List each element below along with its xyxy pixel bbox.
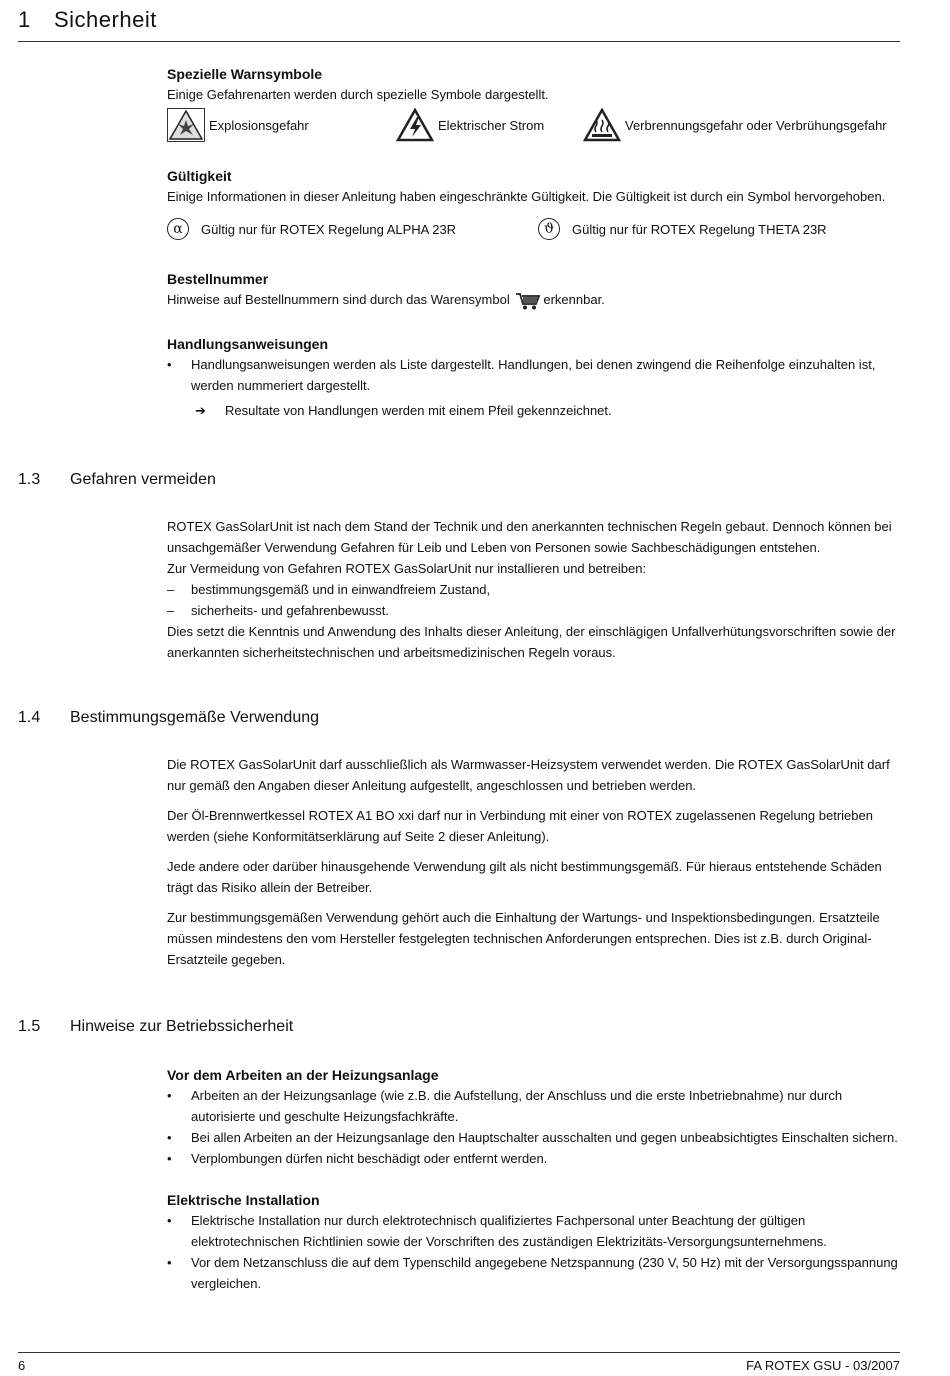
order-number-heading: Bestellnummer <box>167 271 269 287</box>
chapter-number: 1 <box>18 7 31 32</box>
list-item-text: Vor dem Netzanschluss die auf dem Typenschild angegebene Netzspannung (230 V, 50 Hz) mit der Versorgungsspannung vergleichen. <box>191 1255 898 1291</box>
arrow-right-icon: ➔ <box>195 403 206 418</box>
paragraph: Dies setzt die Kenntnis und Anwendung des Inhalts dieser Anleitung, der einschlägigen Unfallverhütungsvorschriften sowie der anerkannten sicherheitstechnischen und arbeitsmedizinischen Regeln voraus. <box>167 624 896 660</box>
warning-label-hot: Verbrennungsgefahr oder Verbrühungsgefahr <box>625 117 887 133</box>
chapter-title-text: Sicherheit <box>54 7 157 32</box>
bullet-marker: • <box>167 357 172 372</box>
result-text: Resultate von Handlungen werden mit einem Pfeil gekennzeichnet. <box>225 403 612 418</box>
result-line <box>167 400 902 421</box>
section-body-1-4 <box>167 754 902 970</box>
special-symbols-intro: Einige Gefahrenarten werden durch spezielle Symbole dargestellt. <box>167 87 549 102</box>
instructions-bullet-text: Handlungsanweisungen werden als Liste dargestellt. Handlungen, bei denen zwingend die Reihenfolge einzuhalten ist, werden nummeriert dargestellt. <box>191 357 876 393</box>
section-title: Hinweise zur Betriebssicherheit <box>70 1018 294 1035</box>
list-item <box>167 1148 902 1169</box>
paragraph: Jede andere oder darüber hinausgehende Verwendung gilt als nicht bestimmungsgemäß. Für hieraus entstehende Schäden trägt das Risiko allein der Betreiber. <box>167 859 882 895</box>
bullet-marker: • <box>167 1213 172 1228</box>
electric-warning-icon <box>396 108 434 142</box>
page-number: 6 <box>18 1358 26 1373</box>
footer-rule <box>18 1352 900 1353</box>
section-title: Bestimmungsgemäße Verwendung <box>70 709 320 726</box>
list-item <box>167 1252 902 1294</box>
instructions-list <box>167 354 902 396</box>
warning-icons-row <box>167 108 902 144</box>
order-number-text-after: erkennbar. <box>543 292 605 307</box>
dash-marker: – <box>167 603 175 618</box>
list-item <box>167 600 902 621</box>
electrical-list <box>167 1210 902 1294</box>
instructions-block <box>167 334 902 421</box>
list-item-text: sicherheits- und gefahrenbewusst. <box>191 603 390 618</box>
order-number-block <box>167 269 902 311</box>
paragraph: Der Öl-Brennwertkessel ROTEX A1 BO xxi darf nur in Verbindung mit einer von ROTEX zugelassenen Regelung betrieben werden (siehe Konformitätserklärung auf Seite 2 dieser Anleitung). <box>167 808 873 844</box>
list-item <box>167 1210 902 1252</box>
list-item <box>167 354 902 396</box>
section-number: 1.3 <box>18 471 41 488</box>
list-item-text: Elektrische Installation nur durch elektrotechnisch qualifiziertes Fachpersonal unter Beachtung der gültigen elektrotechnischen Richtlinien sowie der Vorschriften des zuständigen Elektrizitäts-Versorgungsunternehmens. <box>191 1213 827 1249</box>
explosion-warning-icon <box>167 108 205 142</box>
list-item-text: Arbeiten an der Heizungsanlage (wie z.B. die Aufstellung, der Anschluss und die erste Inbetriebnahme) nur durch autorisierte und geschulte Heizungsfachkräfte. <box>191 1088 843 1124</box>
validity-item-alpha <box>167 217 456 241</box>
warning-item-explosion <box>167 108 309 142</box>
section-heading-1-5 <box>18 1016 293 1038</box>
electrical-heading: Elektrische Installation <box>167 1192 320 1208</box>
bullet-marker: • <box>167 1151 172 1166</box>
validity-label-theta: Gültig nur für ROTEX Regelung THETA 23R <box>572 221 827 237</box>
dash-marker: – <box>167 582 175 597</box>
before-work-block <box>167 1065 902 1169</box>
before-work-heading: Vor dem Arbeiten an der Heizungsanlage <box>167 1067 439 1083</box>
before-work-list <box>167 1085 902 1169</box>
alpha-symbol-icon: α <box>167 218 189 240</box>
section-body-1-3 <box>167 516 902 663</box>
bullet-marker: • <box>167 1255 172 1270</box>
list-item <box>167 1085 902 1127</box>
list-item-text: Bei allen Arbeiten an der Heizungsanlage den Hauptschalter ausschalten und gegen unbeabsichtigtes Einschalten sichern. <box>191 1130 898 1145</box>
section-title: Gefahren vermeiden <box>70 471 216 488</box>
header-rule <box>18 41 900 42</box>
validity-item-theta <box>538 217 827 241</box>
theta-symbol-icon: ϑ <box>538 218 560 240</box>
section-heading-1-4 <box>18 707 319 729</box>
list-item <box>167 579 902 600</box>
warning-item-hot <box>583 108 887 142</box>
validity-symbols-row <box>167 217 902 243</box>
special-symbols-block <box>167 64 902 144</box>
section-heading-1-3 <box>18 469 216 491</box>
document-id: FA ROTEX GSU - 03/2007 <box>746 1358 900 1373</box>
bullet-marker: • <box>167 1130 172 1145</box>
chapter-title <box>18 6 157 34</box>
paragraph: Zur bestimmungsgemäßen Verwendung gehört auch die Einhaltung der Wartungs- und Inspektionsbedingungen. Ersatzteile müssen mindestens den vom Hersteller festgelegten technischen Anforderungen entsprechen. Dies ist z.B. durch Original-Ersatzteile gegeben. <box>167 910 880 967</box>
special-symbols-heading: Spezielle Warnsymbole <box>167 66 323 82</box>
warning-item-electric <box>396 108 544 142</box>
bullet-marker: • <box>167 1088 172 1103</box>
instructions-heading: Handlungsanweisungen <box>167 336 329 352</box>
order-number-text-before: Hinweise auf Bestellnummern sind durch das Warensymbol <box>167 292 510 307</box>
warning-label-electric: Elektrischer Strom <box>438 117 545 133</box>
electrical-block <box>167 1190 902 1294</box>
cart-icon <box>515 291 541 311</box>
hot-surface-warning-icon <box>583 108 621 142</box>
section-number: 1.4 <box>18 709 41 726</box>
paragraph: ROTEX GasSolarUnit ist nach dem Stand der Technik und den anerkannten technischen Regeln gebaut. Dennoch können bei unsachgemäßer Verwendung Gefahren für Leib und Leben von Personen sowie Sachbeschädigungen entstehen. <box>167 519 892 555</box>
dash-list <box>167 579 902 621</box>
paragraph: Zur Vermeidung von Gefahren ROTEX GasSolarUnit nur installieren und betreiben: <box>167 561 647 576</box>
paragraph: Die ROTEX GasSolarUnit darf ausschließlich als Warmwasser-Heizsystem verwendet werden. Die ROTEX GasSolarUnit darf nur gemäß den Angaben dieser Anleitung aufgestellt, angeschlossen und betrieben werden. <box>167 757 890 793</box>
list-item <box>167 1127 902 1148</box>
list-item-text: Verplombungen dürfen nicht beschädigt oder entfernt werden. <box>191 1151 548 1166</box>
list-item-text: bestimmungsgemäß und in einwandfreiem Zustand, <box>191 582 491 597</box>
validity-label-alpha: Gültig nur für ROTEX Regelung ALPHA 23R <box>201 221 457 237</box>
validity-intro: Einige Informationen in dieser Anleitung haben eingeschränkte Gültigkeit. Die Gültigkeit ist durch ein Symbol hervorgehoben. <box>167 189 886 204</box>
validity-heading: Gültigkeit <box>167 168 232 184</box>
warning-label-explosion: Explosionsgefahr <box>209 117 309 133</box>
validity-block <box>167 166 902 243</box>
order-number-text <box>167 289 902 311</box>
section-number: 1.5 <box>18 1018 41 1035</box>
